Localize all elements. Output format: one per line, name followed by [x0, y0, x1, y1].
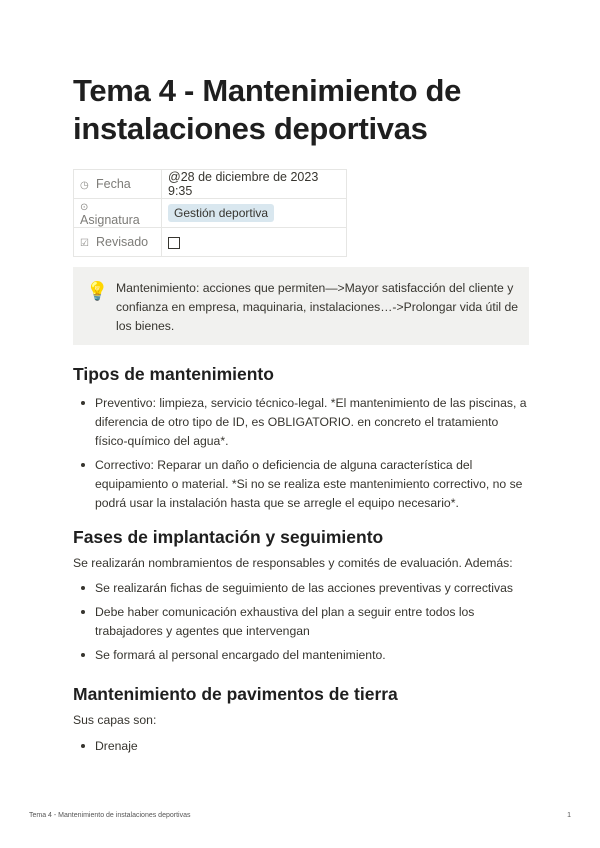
- list-item-text: Preventivo: limpieza, servicio técnico-legal. *El mantenimiento de las piscinas, a diferencia de otro tipo de ID, es OBLIGATORIO. en concreto el tratamiento físico-químico del agua*.: [95, 396, 527, 448]
- list-item-text: Se formará al personal encargado del mantenimiento.: [95, 648, 386, 662]
- bullet-list-pavimentos: [73, 737, 529, 761]
- bullet-icon: [81, 401, 85, 405]
- callout-block: [73, 267, 529, 345]
- bullet-icon: [81, 653, 85, 657]
- list-item: [73, 603, 529, 641]
- footer-title: Tema 4 - Mantenimiento de instalaciones deportivas: [29, 812, 191, 819]
- property-label: Revisado: [96, 235, 149, 249]
- list-item: [73, 456, 529, 513]
- checkbox-property-icon: ☑: [80, 238, 89, 249]
- bullet-icon: [81, 744, 85, 748]
- property-row-revisado: [74, 228, 347, 257]
- bullet-icon: [81, 586, 85, 590]
- bullet-list-tipos: [73, 394, 529, 518]
- list-item: [73, 394, 529, 451]
- footer-page-number: 1: [567, 812, 571, 819]
- revisado-checkbox[interactable]: [168, 237, 180, 249]
- section-intro-pavimentos: Sus capas son:: [73, 713, 157, 727]
- property-label: Fecha: [96, 177, 131, 191]
- select-icon: ⊙: [80, 202, 89, 213]
- lightbulb-icon: 💡: [86, 281, 109, 301]
- list-item: [73, 579, 529, 598]
- property-key-asignatura: [74, 199, 162, 228]
- property-key-fecha: [74, 170, 162, 199]
- bullet-list-fases: [73, 579, 529, 670]
- property-value-asignatura[interactable]: [162, 199, 347, 228]
- section-heading-tipos: Tipos de mantenimiento: [73, 364, 274, 384]
- page-title: Tema 4 - Mantenimiento de instalaciones deportivas: [73, 73, 462, 146]
- section-intro-fases: Se realizarán nombramientos de responsables y comités de evaluación. Además:: [73, 556, 513, 570]
- list-item: [73, 646, 529, 665]
- properties-table: [73, 169, 347, 257]
- section-heading-fases: Fases de implantación y seguimiento: [73, 527, 384, 547]
- section-heading-pavimentos: Mantenimiento de pavimentos de tierra: [73, 684, 398, 704]
- property-value-revisado[interactable]: [162, 228, 347, 257]
- property-row-asignatura: [74, 199, 347, 228]
- list-item-text: Correctivo: Reparar un daño o deficiencia de alguna característica del equipamiento o material. *Si no se realiza este mantenimiento correctivo, no se podrá usar la instalación hasta que se arregle el equipo necesario*.: [95, 458, 523, 510]
- callout-text: Mantenimiento: acciones que permiten—>Mayor satisfacción del cliente y confianza en empresa, maquinaria, instalaciones…->Prolongar vida útil de los bienes.: [116, 281, 519, 333]
- property-key-revisado: [74, 228, 162, 257]
- list-item: [73, 737, 529, 756]
- bullet-icon: [81, 463, 85, 467]
- clock-icon: ◷: [80, 180, 89, 191]
- list-item-text: Drenaje: [95, 739, 138, 753]
- bullet-icon: [81, 610, 85, 614]
- asignatura-tag[interactable]: Gestión deportiva: [168, 204, 274, 222]
- list-item-text: Debe haber comunicación exhaustiva del plan a seguir entre todos los trabajadores y agentes que intervengan: [95, 605, 475, 638]
- property-value-fecha[interactable]: @28 de diciembre de 2023 9:35: [162, 170, 347, 199]
- list-item-text: Se realizarán fichas de seguimiento de las acciones preventivas y correctivas: [95, 581, 513, 595]
- property-label: Asignatura: [80, 213, 140, 227]
- property-row-fecha: [74, 170, 347, 199]
